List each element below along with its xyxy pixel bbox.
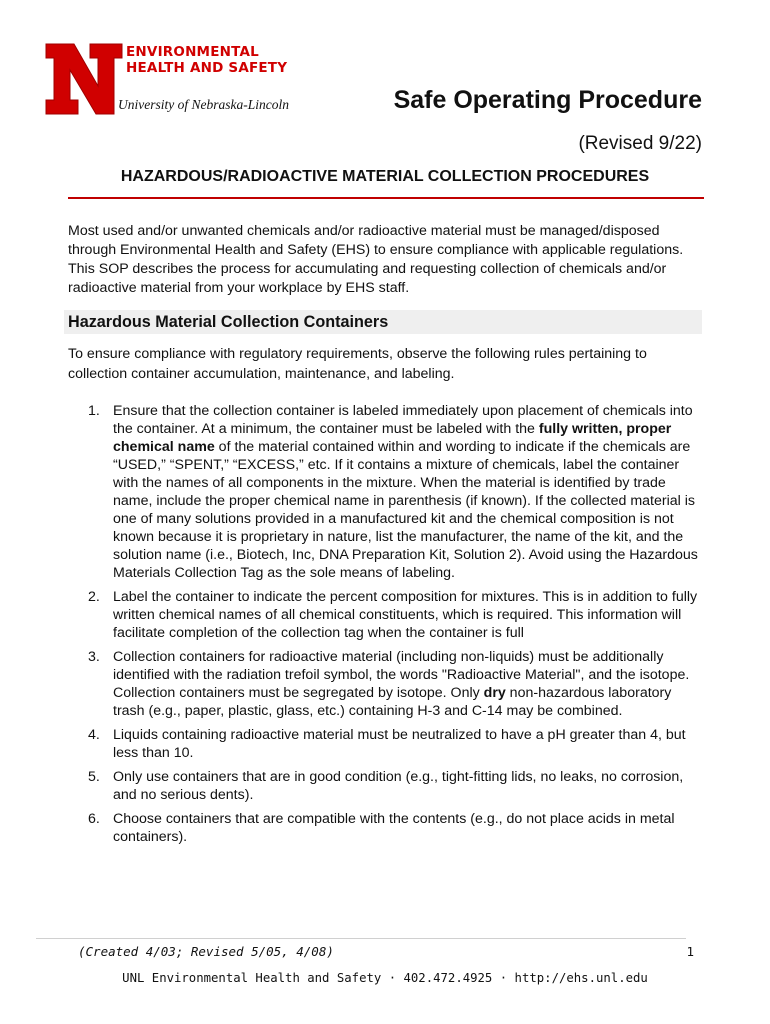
list-item: [88, 726, 702, 762]
list-item: [88, 588, 702, 642]
rules-list: [88, 402, 702, 852]
list-item-text: non-hazardous laboratory trash (e.g., paper, plastic, glass, etc.) containing H-3 and C-14 may be combined.: [113, 685, 672, 719]
list-item-number: 5.: [88, 769, 100, 785]
list-item-number: 2.: [88, 589, 100, 605]
footer-contact: UNL Environmental Health and Safety · 402.472.4925 · http://ehs.unl.edu: [122, 971, 648, 985]
list-item-text: Choose containers that are compatible with the contents (e.g., do not place acids in metal containers).: [113, 811, 675, 845]
section-lead-paragraph: To ensure compliance with regulatory requirements, observe the following rules pertaining to collection container accumulation, maintenance, and labeling.: [68, 346, 647, 382]
footer-divider: [36, 938, 686, 939]
title-divider: [68, 197, 704, 199]
list-item: [88, 402, 702, 582]
list-item-emphasis: dry: [483, 685, 506, 701]
list-item-number: 4.: [88, 727, 100, 743]
list-item-emphasis: fully written, proper chemical name: [113, 421, 672, 455]
brand-line-2: HEALTH AND SAFETY: [126, 60, 288, 76]
brand-line-1: ENVIRONMENTAL: [126, 44, 259, 60]
list-item-text: Ensure that the collection container is labeled immediately upon placement of chemicals into the container. At a minimum, the container must be labeled with the: [113, 403, 693, 437]
revision-date: (Revised 9/22): [578, 133, 702, 154]
list-item: [88, 648, 702, 720]
list-item-text: Label the container to indicate the percent composition for mixtures. This is in addition to fully written chemical names of all chemical constituents, which is required. This information will facilitate completion of the collection tag when the container is full: [113, 589, 698, 641]
sop-title: Safe Operating Procedure: [393, 86, 702, 114]
intro-paragraph: Most used and/or unwanted chemicals and/or radioactive material must be managed/disposed through Environmental Health and Safety (EHS) to ensure compliance with applicable regulations. This SOP describes the process for accumulating and requesting collection of chemicals and/or radioactive material from your workplace by EHS staff.: [68, 223, 684, 296]
section-heading: Hazardous Material Collection Containers: [64, 310, 702, 334]
list-item-text: Liquids containing radioactive material must be neutralized to have a pH greater than 4, but less than 10.: [113, 727, 686, 761]
footer-revision-note: (Created 4/03; Revised 5/05, 4/08): [78, 944, 334, 959]
document-title: HAZARDOUS/RADIOACTIVE MATERIAL COLLECTION PROCEDURES: [120, 168, 650, 185]
list-item-number: 3.: [88, 649, 100, 665]
list-item: [88, 768, 702, 804]
list-item-text: of the material contained within and wording to indicate if the chemicals are “USED,” “SPENT,” “EXCESS,” etc. If it contains a mixture of chemicals, label the container with the names of all components in the mixture. When the material is identified by trade name, include the proper chemical name in parenthesis (if known). If the collected material is one of many solutions provided in a manufactured kit and the chemical composition is not known because it is proprietary in nature, list the manufacturer, the name of the kit, and the solution name (i.e., Biotech, Inc, DNA Preparation Kit, Solution 2). Avoid using the Hazardous Materials Collection Tag as the sole means of labeling.: [113, 439, 698, 581]
ehs-brand: [126, 44, 287, 76]
list-item-number: 1.: [88, 403, 100, 419]
list-item-number: 6.: [88, 811, 100, 827]
list-item: [88, 810, 702, 846]
nebraska-n-logo-icon: [44, 42, 124, 116]
list-item-text: Collection containers for radioactive material (including non-liquids) must be additionally identified with the radiation trefoil symbol, the words "Radioactive Material", and the isotope. Collection containers must be segregated by isotope. Only: [113, 649, 690, 701]
list-item-text: Only use containers that are in good condition (e.g., tight-fitting lids, no leaks, no corrosion, and no serious dents).: [113, 769, 684, 803]
university-name: University of Nebraska-Lincoln: [118, 97, 289, 112]
page-number: 1: [686, 944, 694, 959]
